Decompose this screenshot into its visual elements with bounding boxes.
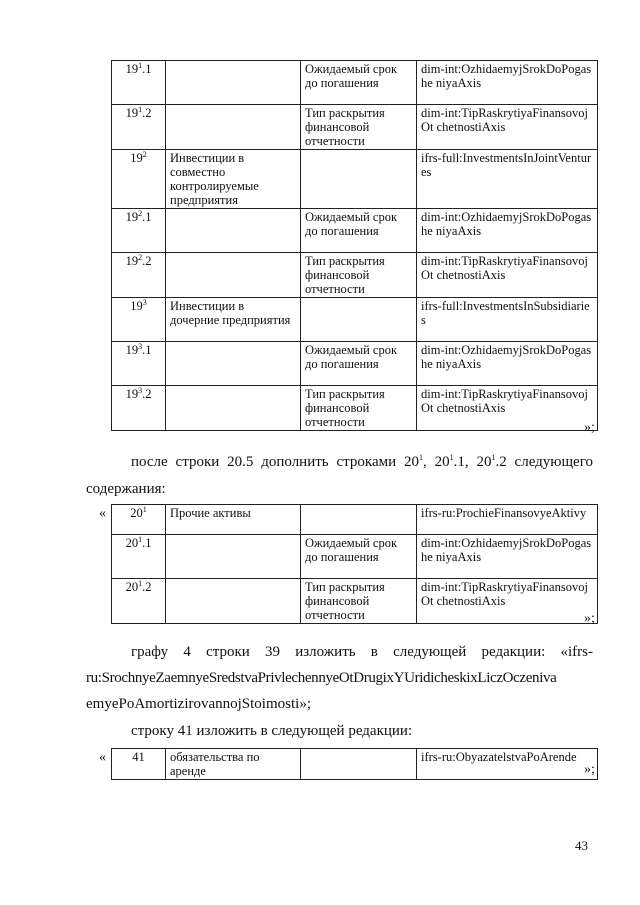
table-3 xyxy=(111,748,598,780)
row-dimension xyxy=(301,505,417,535)
table-row xyxy=(112,61,598,105)
row-name xyxy=(166,253,301,298)
paragraph-insert-rows-20: после строки 20.5 дополнить строками $20^1$, $20^1.1$, $20^1.2$ следующего xyxy=(131,453,593,470)
closing-quote: »; xyxy=(584,762,595,777)
row-number: $20^1.1$ xyxy=(112,535,166,579)
row-code: dim-int:TipRaskrytiyaFinansovojOt chetnostiAxis xyxy=(417,386,598,431)
row-code: dim-int:TipRaskrytiyaFinansovojOt chetnostiAxis xyxy=(417,579,598,624)
table-row xyxy=(112,150,598,209)
row-dimension: Ожидаемый срок до погашения xyxy=(301,209,417,253)
page-number: 43 xyxy=(575,838,588,853)
row-dimension: Ожидаемый срок до погашения xyxy=(301,61,417,105)
row-number: 41 xyxy=(112,749,166,780)
row-code: ifrs-full:InvestmentsInJointVentures xyxy=(417,150,598,209)
row-name xyxy=(166,579,301,624)
row-code: ifrs-ru:ObyazatelstvaPoArende xyxy=(417,749,598,780)
paragraph-column4-row39: графу 4 строки 39 изложить в следующей редакции: «ifrs- xyxy=(131,644,593,660)
row-name xyxy=(166,105,301,150)
table-row xyxy=(112,342,598,386)
paragraph-column4-row39-line2: ru:SrochnyeZaemnyeSredstvaPrivlechennyeOtDrugixYUridicheskixLiczOczeniva xyxy=(86,670,557,686)
closing-quote: »; xyxy=(584,420,595,435)
row-name: Инвестиции в совместно контролируемые предприятия xyxy=(166,150,301,209)
row-number: $19^2$ xyxy=(112,150,166,209)
row-code: ifrs-full:InvestmentsInSubsidiaries xyxy=(417,298,598,342)
row-number: $19^2.1$ xyxy=(112,209,166,253)
row-code: ifrs-ru:ProchieFinansovyeAktivy xyxy=(417,505,598,535)
row-number: $19^3.1$ xyxy=(112,342,166,386)
table-row xyxy=(112,505,598,535)
row-name: Инвестиции в дочерние предприятия xyxy=(166,298,301,342)
row-code: dim-int:OzhidaemyjSrokDoPogashe niyaAxis xyxy=(417,209,598,253)
row-code: dim-int:TipRaskrytiyaFinansovojOt chetnostiAxis xyxy=(417,105,598,150)
row-number: $19^3.2$ xyxy=(112,386,166,431)
table-row xyxy=(112,535,598,579)
table-row xyxy=(112,105,598,150)
table-row xyxy=(112,749,598,780)
row-dimension xyxy=(301,298,417,342)
row-name xyxy=(166,209,301,253)
table-row xyxy=(112,253,598,298)
row-name: Прочие активы xyxy=(166,505,301,535)
row-dimension: Тип раскрытия финансовой отчетности xyxy=(301,386,417,431)
row-code: dim-int:TipRaskrytiyaFinansovojOt chetnostiAxis xyxy=(417,253,598,298)
row-dimension xyxy=(301,749,417,780)
row-code: dim-int:OzhidaemyjSrokDoPogashe niyaAxis xyxy=(417,61,598,105)
row-number: $19^3$ xyxy=(112,298,166,342)
row-number: $19^1.1$ xyxy=(112,61,166,105)
row-dimension: Тип раскрытия финансовой отчетности xyxy=(301,579,417,624)
closing-quote: »; xyxy=(584,611,595,626)
paragraph-row41: строку 41 изложить в следующей редакции: xyxy=(131,723,413,739)
row-number: $20^1$ xyxy=(112,505,166,535)
row-name: обязательства по аренде xyxy=(166,749,301,780)
row-dimension: Ожидаемый срок до погашения xyxy=(301,535,417,579)
row-name xyxy=(166,535,301,579)
row-dimension: Тип раскрытия финансовой отчетности xyxy=(301,253,417,298)
paragraph-insert-rows-20-line2: содержания: xyxy=(86,481,166,497)
row-code: dim-int:OzhidaemyjSrokDoPogashe niyaAxis xyxy=(417,535,598,579)
paragraph-column4-row39-line3: emyePoAmortizirovannojStoimosti»; xyxy=(86,696,311,712)
opening-quote: « xyxy=(99,750,106,765)
table-row xyxy=(112,298,598,342)
table-1 xyxy=(111,60,598,431)
row-number: $19^2.2$ xyxy=(112,253,166,298)
opening-quote: « xyxy=(99,506,106,521)
table-row xyxy=(112,386,598,431)
table-row xyxy=(112,209,598,253)
row-name xyxy=(166,342,301,386)
row-dimension: Ожидаемый срок до погашения xyxy=(301,342,417,386)
table-2 xyxy=(111,504,598,624)
row-code: dim-int:OzhidaemyjSrokDoPogashe niyaAxis xyxy=(417,342,598,386)
row-dimension xyxy=(301,150,417,209)
table-row xyxy=(112,579,598,624)
row-name xyxy=(166,386,301,431)
row-number: $19^1.2$ xyxy=(112,105,166,150)
row-number: $20^1.2$ xyxy=(112,579,166,624)
row-name xyxy=(166,61,301,105)
row-dimension: Тип раскрытия финансовой отчетности xyxy=(301,105,417,150)
